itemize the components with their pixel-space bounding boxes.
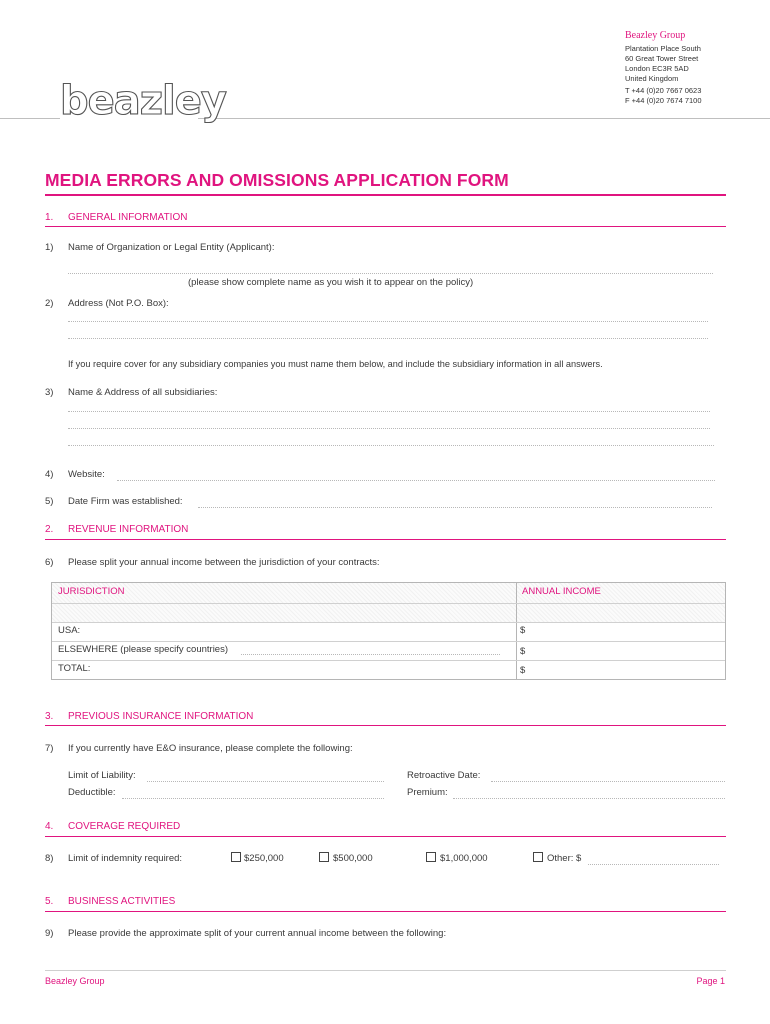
section-title: BUSINESS ACTIVITIES <box>68 896 176 907</box>
table-row-value[interactable]: $ <box>520 665 526 676</box>
table-header-income: ANNUAL INCOME <box>522 586 601 597</box>
section-rule <box>45 725 726 726</box>
section-title: GENERAL INFORMATION <box>68 212 188 223</box>
table-rule <box>52 603 725 604</box>
section-title: PREVIOUS INSURANCE INFORMATION <box>68 711 254 722</box>
subsidiary-note: If you require cover for any subsidiary companies you must name them below, and include the subsidiary information in all answers. <box>68 359 603 369</box>
question-label: Please split your annual income between the jurisdiction of your contracts: <box>68 557 380 568</box>
section-number: 2. <box>45 524 54 535</box>
jurisdiction-table <box>51 582 726 680</box>
section-number: 3. <box>45 711 54 722</box>
question-number: 7) <box>45 743 54 754</box>
table-header-jurisdiction: JURISDICTION <box>58 586 125 597</box>
question-number: 6) <box>45 557 54 568</box>
premium-field[interactable] <box>453 798 725 799</box>
section-title: COVERAGE REQUIRED <box>68 821 181 832</box>
address-line: F +44 (0)20 7674 7100 <box>625 96 702 105</box>
section-number: 1. <box>45 212 54 223</box>
question-number: 1) <box>45 242 54 253</box>
checkbox-500k[interactable] <box>319 852 329 862</box>
question-label: Address (Not P.O. Box): <box>68 298 169 309</box>
option-250k-label: $250,000 <box>244 853 284 864</box>
subsidiaries-field-line-1[interactable] <box>68 411 710 412</box>
section-number: 4. <box>45 821 54 832</box>
company-name: Beazley Group <box>625 30 686 41</box>
subsidiaries-field-line-3[interactable] <box>68 445 714 446</box>
question-number: 3) <box>45 387 54 398</box>
table-row-value[interactable]: $ <box>520 646 526 657</box>
table-row-value[interactable]: $ <box>520 625 526 636</box>
table-rule <box>52 622 725 623</box>
section-title: REVENUE INFORMATION <box>68 524 189 535</box>
question-number: 5) <box>45 496 54 507</box>
address-field-line-1[interactable] <box>68 321 708 322</box>
question-label: Please provide the approximate split of your current annual income between the following: <box>68 928 447 939</box>
option-other-label: Other: $ <box>547 853 582 864</box>
limit-field[interactable] <box>147 781 384 782</box>
footer-company: Beazley Group <box>45 976 105 986</box>
checkbox-1m[interactable] <box>426 852 436 862</box>
address-line: 60 Great Tower Street <box>625 54 699 63</box>
retro-date-label: Retroactive Date: <box>407 770 481 781</box>
address-line: T +44 (0)20 7667 0623 <box>625 86 702 95</box>
applicant-name-field[interactable] <box>68 273 713 274</box>
premium-label: Premium: <box>407 787 448 798</box>
section-rule <box>45 911 726 912</box>
question-number: 8) <box>45 853 54 864</box>
section-rule <box>45 226 726 227</box>
table-row-label: USA: <box>58 625 81 636</box>
beazley-logo: beazley <box>60 78 226 124</box>
other-amount-field[interactable] <box>588 864 719 865</box>
footer-rule <box>45 970 726 971</box>
checkbox-other[interactable] <box>533 852 543 862</box>
question-label: Limit of indemnity required: <box>68 853 183 864</box>
section-number: 5. <box>45 896 54 907</box>
limit-label: Limit of Liability: <box>68 770 136 781</box>
deductible-field[interactable] <box>122 798 384 799</box>
date-established-field[interactable] <box>198 507 712 508</box>
option-500k-label: $500,000 <box>333 853 373 864</box>
address-line: London EC3R 5AD <box>625 64 689 73</box>
question-number: 2) <box>45 298 54 309</box>
option-1m-label: $1,000,000 <box>440 853 488 864</box>
table-row-label: ELSEWHERE (please specify countries) <box>58 644 229 655</box>
subsidiaries-field-line-2[interactable] <box>68 428 710 429</box>
title-rule <box>45 194 726 196</box>
question-number: 9) <box>45 928 54 939</box>
retro-date-field[interactable] <box>491 781 725 782</box>
page-title: MEDIA ERRORS AND OMISSIONS APPLICATION FORM <box>45 170 509 190</box>
question-label: Name & Address of all subsidiaries: <box>68 387 218 398</box>
section-rule <box>45 539 726 540</box>
table-row-label: TOTAL: <box>58 663 91 674</box>
address-line: Plantation Place South <box>625 44 701 53</box>
address-line: United Kingdom <box>625 74 679 83</box>
website-field[interactable] <box>117 480 715 481</box>
deductible-label: Deductible: <box>68 787 116 798</box>
question-label: If you currently have E&O insurance, please complete the following: <box>68 743 353 754</box>
question-label: Website: <box>68 469 105 480</box>
table-divider <box>516 583 517 679</box>
elsewhere-countries-field[interactable] <box>241 654 500 655</box>
checkbox-250k[interactable] <box>231 852 241 862</box>
address-field-line-2[interactable] <box>68 338 708 339</box>
logo-rule-left <box>0 118 60 119</box>
question-label: Date Firm was established: <box>68 496 183 507</box>
question-number: 4) <box>45 469 54 480</box>
applicant-name-note: (please show complete name as you wish it to appear on the policy) <box>188 277 474 288</box>
page-number: Page 1 <box>696 976 725 986</box>
question-label: Name of Organization or Legal Entity (Applicant): <box>68 242 275 253</box>
section-rule <box>45 836 726 837</box>
logo-rule-right <box>198 118 770 119</box>
table-rule <box>52 660 725 661</box>
table-rule <box>52 641 725 642</box>
